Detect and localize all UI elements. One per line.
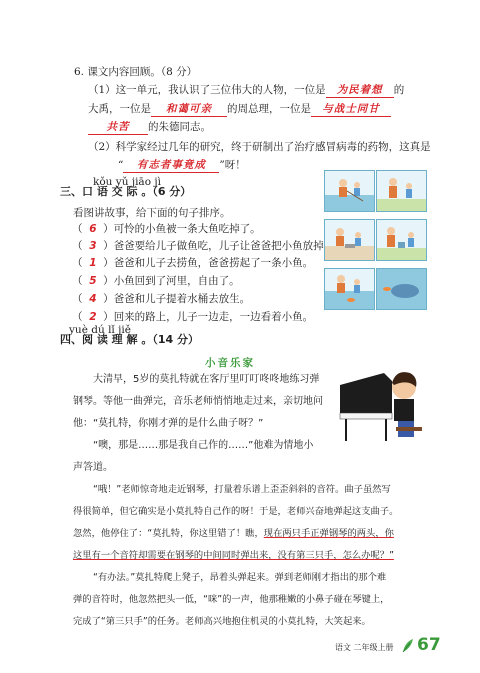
q6-p2-quote-close: ”呀！ bbox=[219, 159, 246, 171]
sec3-title: 三、口 语 交 际 。（6 分） bbox=[60, 185, 192, 198]
q6-p2-quote-open: “ bbox=[118, 159, 124, 171]
q6-answer-1: 为民着想 bbox=[326, 82, 394, 98]
release-fish-illustration bbox=[325, 269, 374, 309]
q6-p1-text-b: 的 bbox=[393, 84, 405, 96]
sec3-item-text: 小鱼回到了河里，自由了。 bbox=[113, 275, 240, 287]
story-panel-1 bbox=[324, 170, 375, 212]
story-line: “有办法。”莫扎特爬上凳子，昂着头弹起来。弹到老师刚才指出的那个难 bbox=[93, 572, 387, 583]
q6-p2-answer: 有志者事竟成 bbox=[123, 157, 219, 173]
sec3-item: （ 3 ）爸爸要给儿子做鱼吃，儿子让爸爸把小鱼放掉 bbox=[72, 240, 324, 252]
sec3-item: （ 6 ）可怜的小鱼被一条大鱼吃掉了。 bbox=[72, 223, 261, 235]
footer-text: 语文 二年级上册 bbox=[335, 643, 394, 652]
q6-p1-text-c: 大禹，一位是 bbox=[88, 103, 151, 115]
q6-p1-text-a: （1）这一单元，我认识了三位伟大的人物，一位是 bbox=[88, 84, 326, 96]
story-line: 完成了“第三只手”的任务。老师高兴地抱住机灵的小莫扎特，大笑起来。 bbox=[73, 616, 371, 627]
sec3-item: （ 1 ）爸爸和儿子去捞鱼，爸爸捞起了一条小鱼。 bbox=[72, 257, 314, 269]
carrying-bucket-illustration bbox=[377, 220, 426, 260]
sec3-item-text: 回来的路上，儿子一边走，一边看着小鱼。 bbox=[113, 311, 314, 323]
sec3-item-text: 爸爸和儿子提着水桶去放生。 bbox=[113, 293, 251, 305]
sec3-item: （ 4 ）爸爸和儿子提着水桶去放生。 bbox=[72, 293, 251, 305]
sec3-item: （ 5 ）小鱼回到了河里，自由了。 bbox=[72, 275, 240, 287]
q6-title: 6. 课文内容回顾。（8 分） bbox=[74, 66, 198, 78]
fishing-scene-illustration bbox=[325, 171, 374, 211]
sec3-item-num: 2 bbox=[89, 311, 97, 323]
sec3-item-text: 爸爸要给儿子做鱼吃，儿子让爸爸把小鱼放掉 bbox=[113, 240, 324, 252]
story-line: 弹的音符时，他忽然把头一低，“咪”的一声，他那稚嫩的小鼻子碰在琴键上， bbox=[73, 594, 390, 605]
q6-p1-line2 bbox=[88, 101, 391, 117]
q6-answer-2: 和蔼可亲 bbox=[151, 101, 227, 117]
sec3-item-num: 3 bbox=[89, 240, 97, 252]
piano-boy-illustration-svg bbox=[336, 355, 426, 445]
sec3-item-num: 4 bbox=[89, 293, 97, 305]
story-line: 大清早，5岁的莫扎特就在客厅里叮叮咚咚地练习弹 bbox=[93, 374, 320, 385]
q6-p2-line1 bbox=[88, 139, 431, 154]
sec4-pinyin: yuè dú lǐ jiě bbox=[69, 324, 131, 336]
kitchen-scene-illustration bbox=[325, 220, 374, 260]
q6-section bbox=[74, 64, 458, 174]
sec3-pinyin: kǒu yǔ jiāo jì bbox=[93, 176, 161, 188]
story-underlined-text: 这里有一个音符却需要在钢琴的中间同时弹出来，没有第三只手，怎么办呢？” bbox=[73, 550, 394, 561]
piano-boy-illustration bbox=[336, 355, 426, 445]
sec3-item-num: 5 bbox=[89, 275, 97, 287]
story-line: 得很简单，但它确实是小莫扎特自己作的呀！于是，老师兴奋地弹起这支曲子。 bbox=[73, 506, 399, 517]
story-title: 小音乐家 bbox=[205, 357, 255, 369]
leaf-icon bbox=[401, 638, 415, 654]
q6-p1-text-e: 的朱德同志。 bbox=[148, 121, 211, 133]
story-panel-2 bbox=[376, 170, 427, 212]
sec3-item-text: 爸爸和儿子去捞鱼，爸爸捞起了一条小鱼。 bbox=[113, 257, 314, 269]
sec3-item-text: 可怜的小鱼被一条大鱼吃掉了。 bbox=[113, 223, 261, 235]
story-line-part: 忽然，他停住了：“莫扎特，你这里错了！瞧， bbox=[73, 528, 264, 539]
q6-answer-3b: 共苦 bbox=[88, 119, 148, 135]
q6-p1-text-d: 的周总理，一位是 bbox=[227, 103, 311, 115]
sec3-item-num: 1 bbox=[89, 257, 97, 269]
story-line: 钢琴。等他一曲弹完，音乐老师悄悄地走过来，亲切地问 bbox=[73, 396, 323, 407]
story-line: “噢，那是……那是我自己作的……”他难为情地小 bbox=[93, 440, 314, 451]
footer bbox=[335, 635, 445, 659]
q6-p1-line3 bbox=[88, 119, 211, 135]
story-line: 声答道。 bbox=[73, 462, 113, 473]
sec3-instruction: 看图讲故事，给下面的句子排序。 bbox=[73, 207, 231, 219]
story-panel-3 bbox=[324, 219, 375, 261]
sec3-item-num: 6 bbox=[89, 223, 97, 235]
page-number: 67 bbox=[417, 635, 441, 655]
sec3-item: （ 2 ）回来的路上，儿子一边走，一边看着小鱼。 bbox=[72, 311, 314, 323]
q6-answer-3a: 与战士同甘 bbox=[311, 101, 391, 117]
story-panel-6 bbox=[376, 268, 427, 310]
story-line: “哦！”老师惊奇地走近钢琴，打量着乐谱上歪歪斜斜的音符。曲子虽然写 bbox=[93, 484, 391, 495]
q6-p2-text-a: （2）科学家经过几年的研究，终于研制出了治疗感冒病毒的药物，这真是 bbox=[88, 141, 431, 153]
story-underlined-text: 现在两只手正弹钢琴的两头，你 bbox=[263, 528, 394, 539]
sec4-title: 四、阅 读 理 解 。（14 分） bbox=[60, 333, 199, 346]
story-panel-4 bbox=[376, 219, 427, 261]
walking-home-illustration bbox=[377, 171, 426, 211]
story-panel-5 bbox=[324, 268, 375, 310]
big-fish-illustration bbox=[377, 269, 426, 309]
q6-p2-line2 bbox=[118, 157, 246, 173]
story-line bbox=[73, 523, 394, 545]
q6-p1-line1 bbox=[88, 82, 404, 98]
story-line: 他：“莫扎特，你刚才弹的是什么曲子呀？” bbox=[73, 418, 264, 429]
